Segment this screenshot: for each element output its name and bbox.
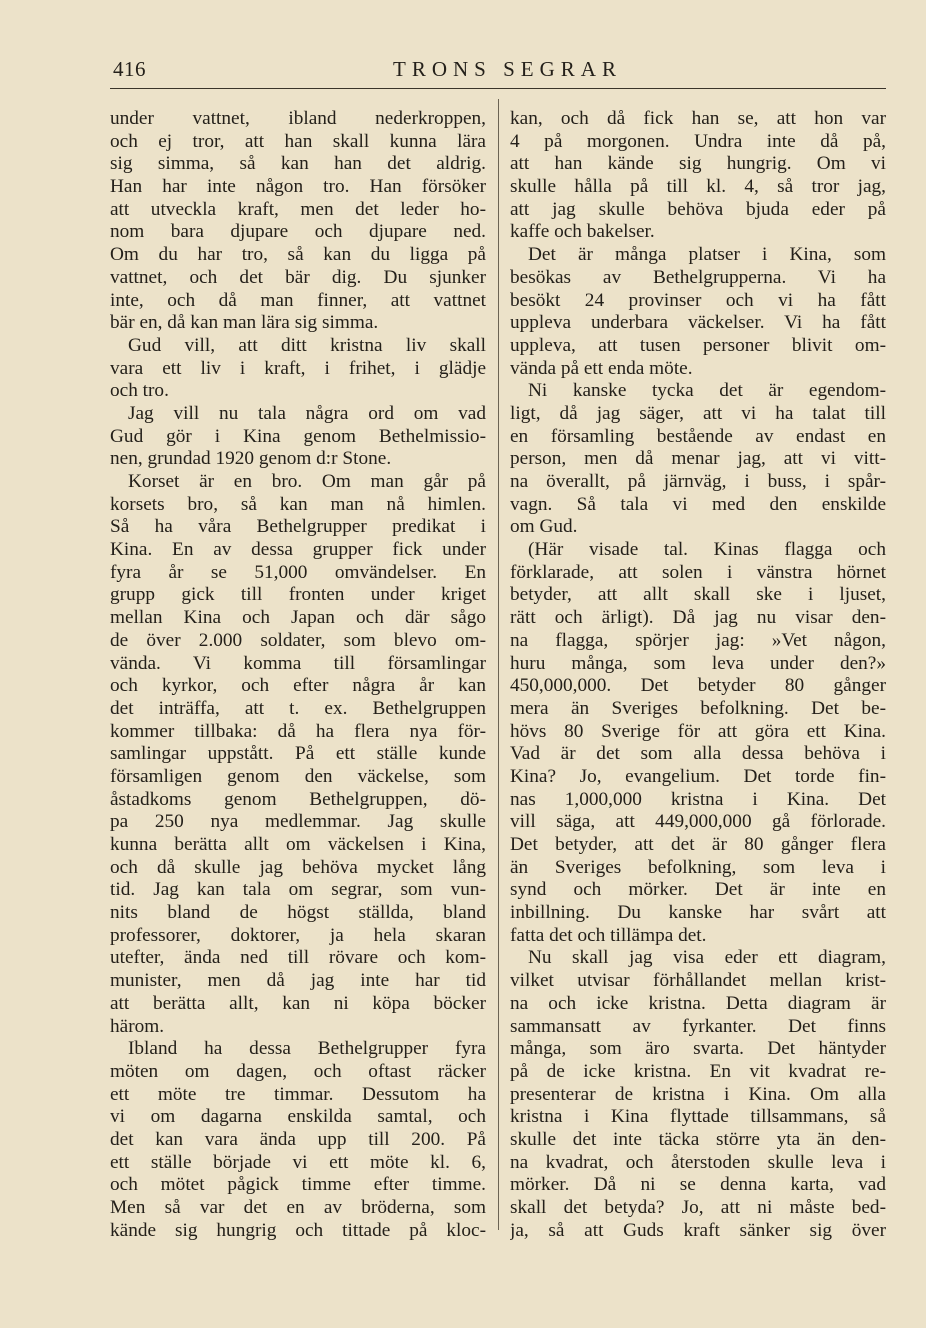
text-line: en församling bestående av endast en [510, 425, 886, 447]
text-line: och mötet pågick timme efter timme. [110, 1174, 486, 1196]
text-line: besökas av Bethelgrupperna. Vi ha [510, 266, 886, 288]
text-line: 4 på morgonen. Undra inte då på, [510, 130, 886, 152]
text-line: na kvadrat, och återstoden skulle leva i [510, 1151, 886, 1173]
text-line: tid. Jag kan tala om segrar, som vun- [110, 879, 486, 901]
text-line: och då skulle jag behöva mycket lång [110, 856, 486, 878]
text-line: uppleva underbara väckelser. Vi ha fått [510, 312, 886, 334]
text-line: vända på ett enda möte. [510, 357, 693, 379]
text-line: person, men då menar jag, att vi vitt- [510, 448, 886, 470]
text-line: (Här visade tal. Kinas flagga och [528, 539, 886, 561]
text-line: ja, så att Guds kraft sänker sig över [510, 1219, 886, 1241]
text-line: mera än Sveriges befolkning. Det be- [510, 697, 886, 719]
text-line: och tro. [110, 380, 169, 402]
text-line: Om du har tro, så kan du ligga på [110, 244, 486, 266]
text-line: 450,000,000. Det betyder 80 gånger [510, 675, 886, 697]
text-line: betyder, att allt skall ske i ljuset, [510, 584, 886, 606]
text-line: under vattnet, ibland nederkroppen, [110, 108, 486, 129]
left-column [110, 108, 486, 1242]
page-number: 416 [113, 57, 146, 81]
text-line: Nu skall jag visa eder ett diagram, [528, 947, 886, 969]
text-line: na överallt, på järnväg, i buss, i spår- [510, 471, 886, 492]
text-line: kommer tillbaka: då ha flera nya för- [110, 720, 486, 742]
text-line: inbillning. Du kanske har svårt att [510, 902, 886, 924]
text-line: ett ställe började vi ett möte kl. 6, [110, 1151, 486, 1173]
right-column [510, 108, 886, 1242]
text-line: hövs 80 Sverige för att göra ett Kina. [510, 720, 886, 742]
text-line: vända. Vi komma till församlingar [110, 652, 486, 674]
text-line: fyra år se 51,000 omvändelser. En [110, 561, 486, 583]
text-line: uppleva, att tusen personer blivit om- [510, 334, 886, 356]
text-line: rätt och ärligt). Då jag nu visar den- [510, 607, 886, 629]
text-line: de över 2.000 soldater, som blevo om- [110, 629, 486, 651]
text-line: nom bara djupare och djupare ned. [110, 221, 486, 243]
text-line: mörker. Då ni se denna karta, vad [510, 1174, 886, 1196]
text-line: Men så var det en av bröderna, som [110, 1197, 486, 1218]
text-line: vi om dagarna enskilda samtal, och [110, 1106, 486, 1128]
text-line: och ej tror, att han skall kunna lära [110, 130, 486, 152]
text-line: Kina? Jo, evangelium. Det torde fin- [510, 765, 886, 787]
text-line: professorer, doktorer, ja hela skaran [110, 924, 486, 946]
text-line: samlingar uppstått. På ett ställe kunde [110, 743, 486, 765]
text-line: kände sig hungrig och tittade på kloc- [110, 1219, 486, 1241]
text-line: vara ett liv i kraft, i frihet, i glädje [110, 357, 486, 379]
text-line: Ibland ha dessa Bethelgrupper fyra [128, 1038, 486, 1060]
text-line: kunna berätta allt om väckelsen i Kina, [110, 834, 486, 855]
text-line: vilket utvisar förhållandet mellan krist- [510, 970, 886, 992]
text-line: möten om dagen, och oftast räcker [110, 1060, 486, 1082]
text-line: Jag vill nu tala några ord om vad [128, 402, 486, 424]
text-line: kan, och då fick han se, att hon var [510, 108, 886, 129]
text-line: grupp gick till fronten under kriget [110, 584, 486, 606]
text-line: många, som äro svarta. Det häntyder [510, 1038, 886, 1060]
text-line: det inträffa, att t. ex. Bethelgruppen [110, 697, 486, 719]
text-line: inte, och då man finner, att vattnet [110, 289, 486, 311]
text-line: det kan vara ända upp till 200. På [110, 1128, 486, 1150]
text-line: na flagga, spörjer jag: »Vet någon, [510, 629, 886, 651]
text-line: korsets bro, så kan man nå himlen. [110, 493, 486, 515]
text-line: Ni kanske tycka det är egendom- [528, 380, 886, 402]
text-line: huru många, som leva under den?» [510, 652, 886, 674]
text-line: bär en, då kan man lära sig simma. [110, 312, 379, 334]
text-line: munister, men då jag inte har tid [110, 970, 486, 992]
text-line: att jag skulle behöva bjuda eder på [510, 198, 886, 220]
text-line: presenterar de kristna i Kina. Om alla [510, 1083, 886, 1105]
text-line: Vad är det som alla dessa behöva i [510, 743, 886, 765]
text-line: nen, grundad 1920 genom d:r Stone. [110, 448, 392, 470]
text-line: Så ha våra Bethelgrupper predikat i [110, 516, 486, 538]
text-line: Han har inte någon tro. Han försöker [110, 176, 486, 198]
text-line: Det är många platser i Kina, som [528, 244, 886, 266]
text-line: skall det betyda? Jo, att ni måste bed- [510, 1197, 886, 1218]
text-line: Kina. En av dessa grupper fick under [110, 539, 486, 561]
column-divider [498, 99, 499, 1230]
text-line: vagn. Så tala vi med den enskilde [510, 493, 886, 515]
text-line: fatta det och tillämpa det. [510, 924, 707, 946]
text-line: skulle det inte täcka större yta än den- [510, 1128, 886, 1150]
text-line: om Gud. [510, 516, 578, 538]
text-line: ett möte tre timmar. Dessutom ha [110, 1083, 486, 1105]
text-line: härom. [110, 1015, 165, 1037]
text-line: sammansatt av fyrkanter. Det finns [510, 1015, 886, 1037]
text-line: än Sveriges befolkning, som leva i [510, 856, 886, 878]
text-line: kaffe och bakelser. [510, 221, 655, 243]
text-line: att han kände sig hungrig. Om vi [510, 153, 886, 175]
text-line: åstadkoms genom Bethelgruppen, dö- [110, 788, 486, 810]
text-line: nas 1,000,000 kristna i Kina. Det [510, 788, 886, 810]
text-line: ligt, då jag säger, att vi ha talat till [510, 402, 886, 424]
text-line: na och icke kristna. Detta diagram är [510, 992, 886, 1014]
text-line: Det betyder, att det är 80 gånger flera [510, 834, 886, 855]
text-line: vattnet, och det bär dig. Du sjunker [110, 266, 486, 288]
text-line: på de icke kristna. En vit kvadrat re- [510, 1060, 886, 1082]
text-line: vill säga, att 449,000,000 gå förlorade. [510, 811, 886, 833]
text-line: sig simma, så kan han det aldrig. [110, 153, 486, 175]
text-line: och kyrkor, och efter några år kan [110, 675, 486, 697]
text-line: nits bland de högst ställda, bland [110, 902, 486, 924]
text-line: besökt 24 provinser och vi ha fått [510, 289, 886, 311]
text-line: skulle hålla på till kl. 4, så tror jag, [510, 176, 886, 198]
text-line: pa 250 nya medlemmar. Jag skulle [110, 811, 486, 833]
text-line: församligen genom den väckelse, som [110, 765, 486, 787]
text-line: förklarade, att solen i vänstra hörnet [510, 561, 886, 583]
running-head: TRONS SEGRAR [393, 57, 622, 81]
text-line: Gud gör i Kina genom Bethelmissio- [110, 425, 486, 447]
text-line: kristna i Kina flyttade tillsammans, så [510, 1106, 886, 1128]
text-line: Gud vill, att ditt kristna liv skall [128, 334, 486, 356]
text-line: synd och mörker. Det är inte en [510, 879, 886, 901]
text-line: utefter, ända ned till rövare och kom- [110, 947, 486, 969]
text-line: mellan Kina och Japan och där sågo [110, 607, 486, 629]
header-rule [110, 88, 886, 89]
text-line: Korset är en bro. Om man går på [128, 471, 486, 492]
text-line: att berätta allt, kan ni köpa böcker [110, 992, 486, 1014]
text-line: att utveckla kraft, men det leder ho- [110, 198, 486, 220]
